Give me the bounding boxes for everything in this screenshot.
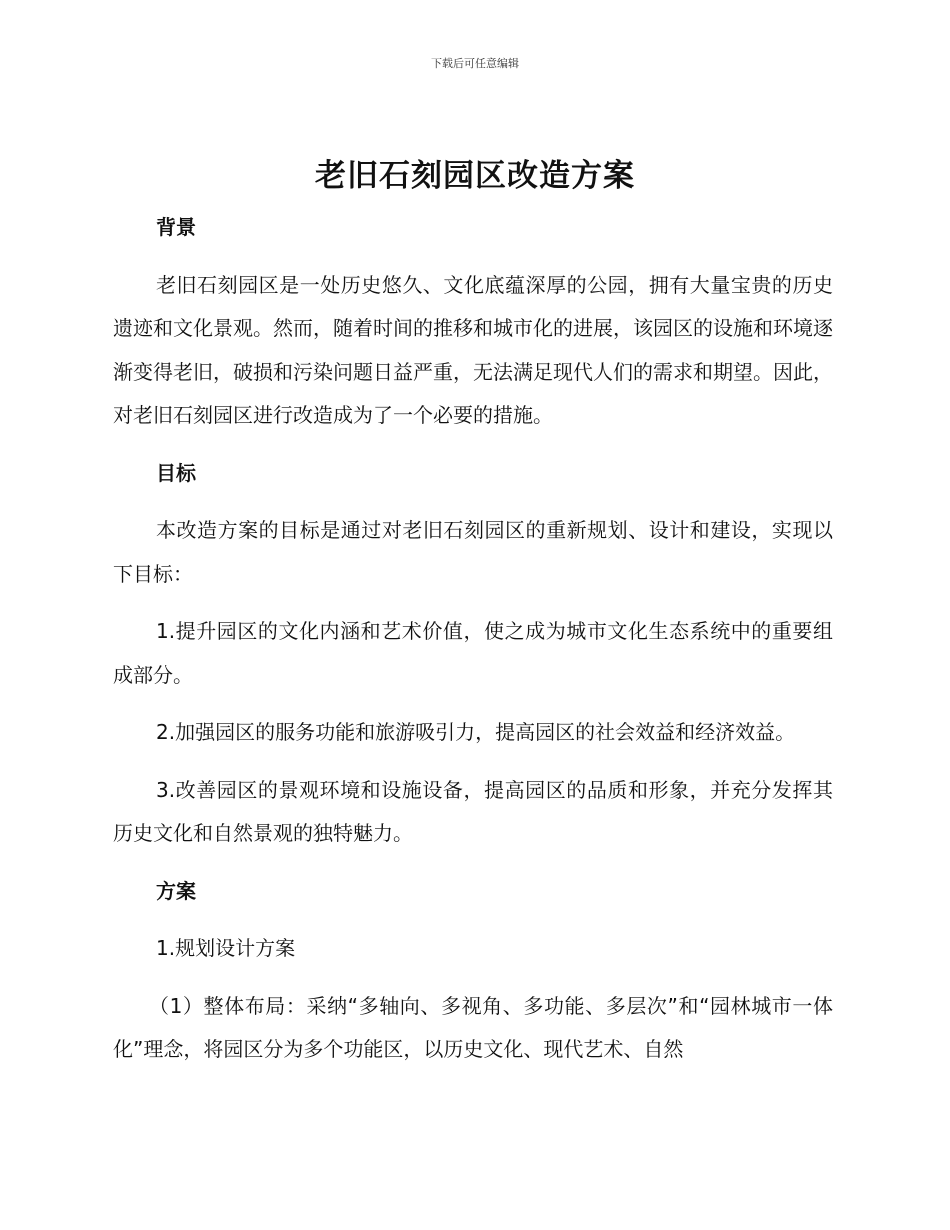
goal-item-2: 2.加强园区的服务功能和旅游吸引力，提高园区的社会效益和经济效益。	[156, 720, 796, 744]
goal-item-3: 3.改善园区的景观环境和设施设备，提高园区的品质和形象，并充分发挥其历史文化和自然景观的独特魅力。	[113, 777, 833, 845]
plan-layout-paragraph: （1）整体布局：采纳“多轴向、多视角、多功能、多层次”和“园林城市一体化”理念，将园区分为多个功能区，以历史文化、现代艺术、自然	[113, 993, 833, 1061]
goal-item-1: 1.提升园区的文化内涵和艺术价值，使之成为城市文化生态系统中的重要组成部分。	[113, 619, 833, 687]
document-title: 老旧石刻园区改造方案	[315, 158, 635, 194]
header-note: 下载后可任意编辑	[431, 57, 519, 70]
goals-heading: 目标	[156, 460, 196, 485]
background-heading: 背景	[156, 215, 196, 239]
goals-intro-paragraph: 本改造方案的目标是通过对老旧石刻园区的重新规划、设计和建设，实现以下目标：	[113, 518, 833, 586]
background-paragraph: 老旧石刻园区是一处历史悠久、文化底蕴深厚的公园，拥有大量宝贵的历史遗迹和文化景观。然而，随着时间的推移和城市化的进展，该园区的设施和环境逐渐变得老旧，破损和污染问题日益严重，无法满足现代人们的需求和期望。因此，对老旧石刻园区进行改造成为了一个必要的措施。	[113, 272, 833, 427]
document-body	[113, 206, 833, 1086]
plan-subheading: 1.规划设计方案	[156, 936, 296, 960]
plan-heading: 方案	[156, 878, 196, 903]
